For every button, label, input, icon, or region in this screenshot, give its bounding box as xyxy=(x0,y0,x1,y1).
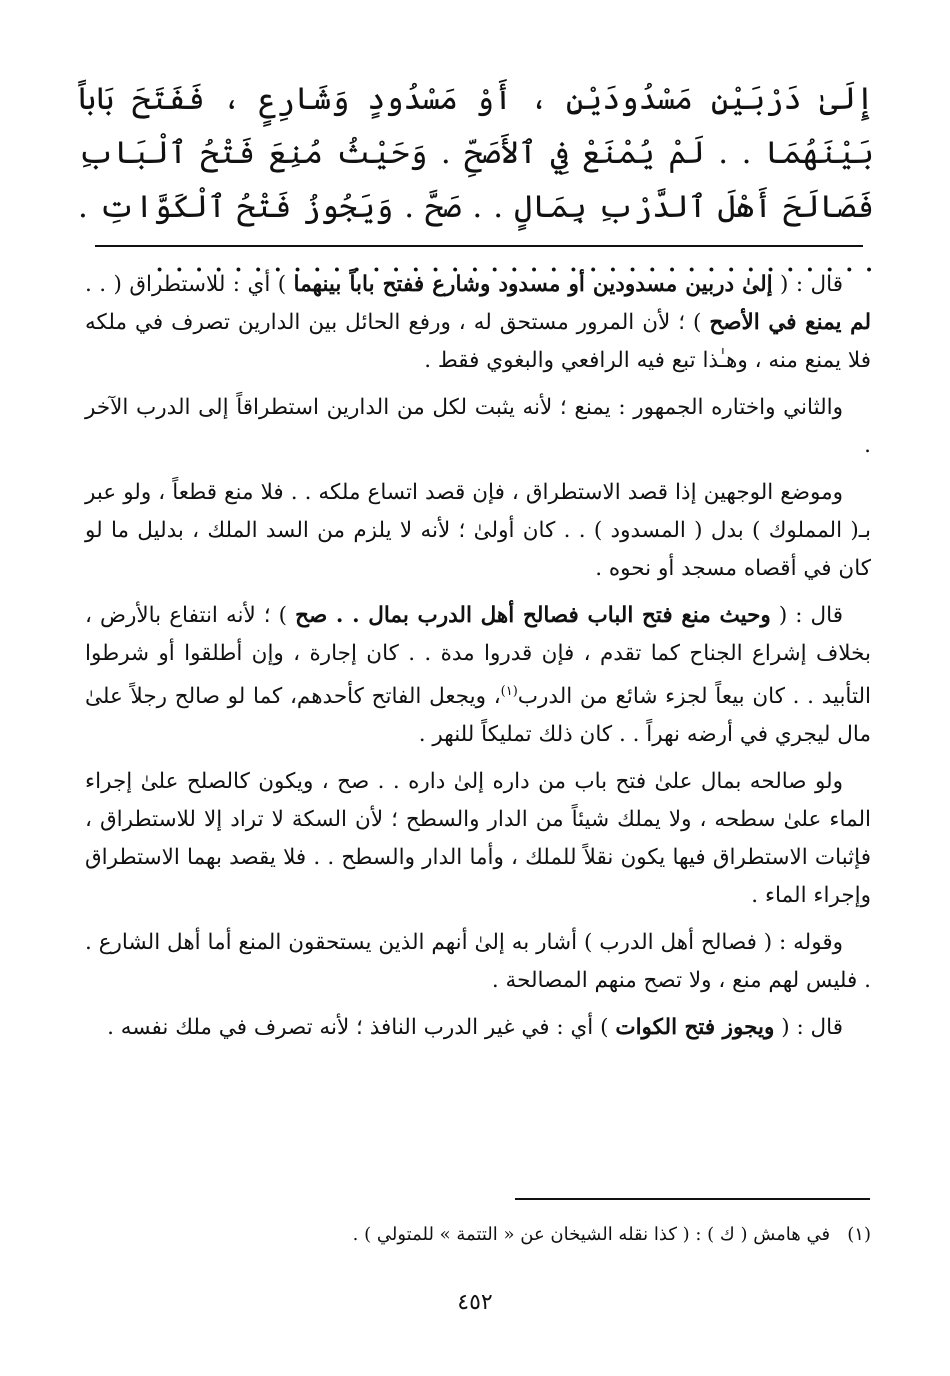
text-run: ) أي : للاستطراق ( . . xyxy=(85,272,294,297)
footnote-reference[interactable]: (١) xyxy=(500,684,518,699)
matn-text xyxy=(78,72,874,288)
text-run: ) ؛ لأنه انتفاع بالأرض ، بخلاف إشراع الجناح كما تقدم ، فإن قدروا مدة . . كان إجارة ، وإن أطلقوا أو شرطوا التأبيد . . كان بيعاً لجزء شائع من الدرب xyxy=(85,603,871,710)
quoted-matn: وحيث منع فتح الباب فصالح أهل الدرب بمال . . صح xyxy=(295,603,771,628)
footnote-text: في هامش ( ك ) : ( كذا نقله الشيخان عن « التتمة » للمتولي ) . xyxy=(352,1224,831,1245)
text-run: قال : ( xyxy=(770,603,843,628)
commentary xyxy=(85,266,871,1056)
paragraph-3: وموضع الوجهين إذا قصد الاستطراق ، فإن قصد اتساع ملكه . . فلا منع قطعاً ، ولو عبر بـ( المملوك ) بدل ( المسدود ) . . كان أولىٰ ؛ لأنه لا يلزم من السد الملك ، بدليل ما لو كان في أقصاه مسجد أو نحوه . xyxy=(85,480,871,581)
paragraph-5: ولو صالحه بمال علىٰ فتح باب من داره إلىٰ داره . . صح ، ويكون كالصلح علىٰ إجراء الماء علىٰ سطحه ، ولا يملك شيئاً من الدار والسطح ؛ لأن السكة لا تراد إلا للاستطراق ، فإثبات الاستطراق فيها يكون نقلاً للملك ، وأما الدار والسطح . . فلا يقصد بهما الاستطراق وإجراء الماء . xyxy=(85,769,871,909)
text-run: قال : ( xyxy=(774,1015,843,1041)
text-run: قال : ( xyxy=(772,272,843,297)
page-number: ٤٥٢ xyxy=(457,1290,493,1315)
paragraph-4 xyxy=(85,597,871,754)
paragraph-6: وقوله : ( فصالح أهل الدرب ) أشار به إلىٰ أنهم الذين يستحقون المنع أما أهل الشارع . . فليس لهم منع ، ولا تصح منهم المصالحة . xyxy=(85,930,871,994)
quoted-matn: لم يمنع في الأصح xyxy=(709,310,871,335)
matn-dots: . . . . . . . . . . . . . . . . . . . . . . . . . . . . . . . . . . . . . xyxy=(154,243,874,279)
footnote xyxy=(120,1220,871,1250)
footnote-separator xyxy=(515,1198,870,1200)
quoted-matn: ويجوز فتح الكوات xyxy=(615,1015,775,1041)
paragraph-1 xyxy=(85,266,871,380)
matn-line: إِلَىٰ دَرْبَيْنِ مَسْدُودَيْنِ ، أَوْ مَسْدُودٍ وَشَارِعٍ ، فَفَتَحَ بَاباً بَيْنَهُمَا . . لَمْ يُمْنَعْ فِي ٱلأَصَحِّ . وَحَيْثُ مُنِعَ فَتْحُ ٱلْبَابِ فَصَالَحَ أَهْلَ ٱلدَّرْبِ بِمَالٍ . . صَحَّ . وَيَجُوزُ فَتْحُ ٱلْكَوَّاتِ . xyxy=(78,81,874,225)
footnote-marker: (١) xyxy=(847,1224,871,1245)
quoted-matn: إلىٰ دربين مسدودين أو مسدود وشارع ففتح باباً بينهما xyxy=(293,272,773,297)
text-run: ، ويجعل الفاتح كأحدهم، كما لو صالح رجلاً علىٰ مال ليجري في أرضه نهراً . . كان ذلك تمليكاً للنهر . xyxy=(85,684,871,748)
text-run: ) ؛ لأن المرور مستحق له ، ورفع الحائل بين الدارين تصرف في ملكه فلا يمنع منه ، وهـٰذا تبع فيه الرافعي والبغوي فقط . xyxy=(85,310,871,373)
separator-rule xyxy=(95,245,863,247)
paragraph-2: والثاني واختاره الجمهور : يمنع ؛ لأنه يثبت لكل من الدارين استطراقاً إلى الدرب الآخر . xyxy=(85,395,871,458)
text-run: ) أي : في غير الدرب النافذ ؛ لأنه تصرف في ملك نفسه . xyxy=(107,1015,616,1041)
paragraph-7 xyxy=(85,1009,871,1047)
